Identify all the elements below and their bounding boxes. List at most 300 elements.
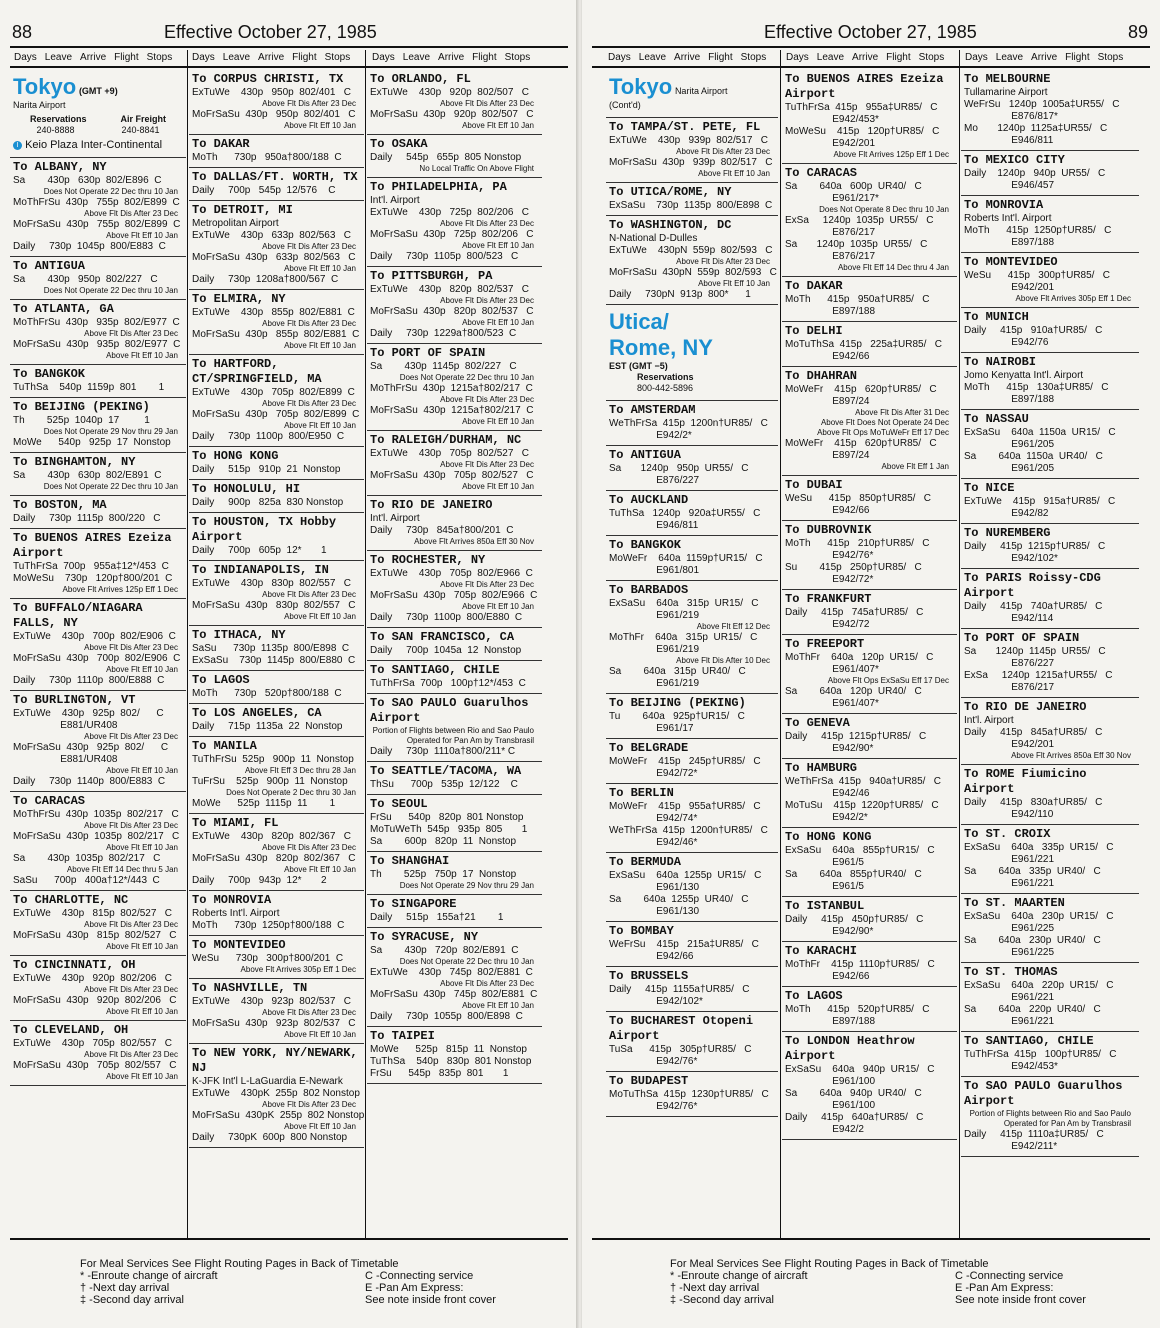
flight-row: E961/225	[964, 923, 1055, 934]
flight-row: E961/219	[609, 678, 700, 689]
destination-name: To CLEVELAND, OH	[13, 1023, 129, 1037]
flight-row: MoWeFr 415p 620p†UR85/ C	[785, 384, 937, 395]
destination-name: To ROCHESTER, NY	[370, 553, 486, 567]
page-number: 89	[1127, 22, 1148, 42]
flight-row: E942/2*	[609, 430, 692, 441]
destination-entry	[606, 694, 778, 739]
column-header-stops: Stops	[146, 52, 173, 63]
flight-row: Daily 545p 655p 805 Nonstop	[370, 152, 522, 163]
destination-name: To ANTIGUA	[609, 448, 682, 462]
flight-row: MoWeFr 415p 955a†UR85/ C	[609, 801, 761, 812]
flight-row: E897/188	[785, 306, 876, 317]
destination-entry	[782, 828, 957, 897]
flight-row: ExSaSu 640a 230p UR15/ C	[964, 911, 1114, 922]
flight-row: WeThFrSa 415p 1200n†UR85/ C	[609, 418, 768, 429]
flight-row: TuThSa 540p 830p 801 Nonstop	[370, 1056, 532, 1067]
flight-row: Daily 415p 845a†UR85/ C	[964, 727, 1103, 738]
flight-row: TuThFrSa 415p 955a‡UR85/ C	[785, 102, 938, 113]
flight-note: Above Flt Dis After 23 Dec	[84, 821, 178, 830]
flight-row: E897/188	[785, 1016, 876, 1027]
destination-entry	[189, 447, 364, 480]
flight-note: Above Flt Dis After 31 Dec	[855, 408, 949, 417]
city-name-1: Utica/	[609, 309, 669, 334]
flight-row: E942/2	[785, 1124, 864, 1135]
flight-row: E942/76	[964, 337, 1049, 348]
flight-note: Above Flt Dis After 10 Dec	[676, 656, 770, 665]
flight-note: Does Not Operate 22 Dec thru 10 Jan	[399, 373, 534, 382]
flight-row: MoTh 730p 520p†800/188 C	[192, 688, 342, 699]
freight-label: Air Freight	[120, 114, 166, 124]
destination-entry	[606, 784, 778, 853]
destination-entry	[189, 168, 364, 201]
flight-note: Above Flt Arrives 125p Eff 1 Dec	[62, 585, 178, 594]
flight-row: ExTuWe 430p 705p 802/E899 C	[192, 387, 355, 398]
destination-name: To BOMBAY	[609, 924, 674, 938]
flight-note: Above Flt Eff 10 Jan	[698, 169, 770, 178]
destination-entry	[10, 496, 186, 529]
destination-name: To SAO PAULO Guarulhos Airport	[964, 1079, 1123, 1108]
destination-name: To RIO DE JANEIRO	[964, 700, 1087, 714]
flight-row: MoThFr 640a 315p UR15/ C	[609, 632, 758, 643]
column-header-days: Days	[192, 52, 215, 63]
flight-row: Daily 730p 1105p 800/523 C	[370, 251, 519, 262]
flight-note: Above Flt Ops MoTuWeFr Eff 17 Dec	[817, 428, 949, 437]
flight-row: E942/66	[785, 351, 870, 362]
flight-row: TuThFrSa 700p 955a‡12*/453 C	[13, 561, 169, 572]
destination-name: To MONTEVIDEO	[192, 938, 286, 952]
flight-row: E942/72*	[785, 574, 874, 585]
airport-note: Roberts Int'l. Airport	[964, 213, 1052, 224]
destination-name: To BUCHAREST Otopeni Airport	[609, 1014, 754, 1043]
flight-row: MoFrSaSu 430p 705p 802/527 C	[370, 470, 534, 481]
freight-phone: 240-8841	[121, 125, 160, 135]
airport-note: K-JFK Int'l L-LaGuardia E-Newark	[192, 1076, 343, 1087]
destination-entry	[189, 561, 364, 626]
city-airport: Narita Airport	[13, 100, 66, 110]
column-headers	[965, 52, 1131, 63]
flight-row: ExTuWe 430p 815p 802/527 C	[13, 908, 172, 919]
destination-name: To BUDAPEST	[609, 1074, 689, 1088]
flight-row: Daily 730p 1229a†800/523 C	[370, 328, 517, 339]
flight-row: E961/130	[609, 906, 700, 917]
destination-entry	[367, 70, 542, 135]
footer-legend	[80, 1258, 558, 1306]
flight-row: MoFrSaSu 430p 939p 802/517 C	[609, 157, 773, 168]
column-header-leave: Leave	[816, 52, 845, 63]
flight-row: Daily 415p 450p†UR85/ C	[785, 914, 924, 925]
column-header-leave: Leave	[44, 52, 73, 63]
destination-entry	[782, 476, 957, 521]
flight-note: Above Flt Eff 10 Jan	[284, 1122, 356, 1131]
column-headers	[608, 52, 774, 63]
flight-row: E961/219	[609, 644, 700, 655]
destination-name: To FREEPORT	[785, 637, 865, 651]
flight-row: Th 525p 1040p 17 1	[13, 415, 150, 426]
flight-row: Mo 1240p 1125a‡UR55/ C	[964, 123, 1108, 134]
flight-row: MoWeSu 730p 120p†800/201 C	[13, 573, 173, 584]
flight-row: Sa 640a 335p UR40/ C	[964, 866, 1101, 877]
flight-note: Above Flt Eff 10 Jan	[462, 417, 534, 426]
destination-name: To BELGRADE	[609, 741, 689, 755]
legend-see-note: See note inside front cover	[365, 1294, 496, 1306]
flight-row: MoWeFr 415p 245p†UR85/ C	[609, 756, 761, 767]
destination-entry	[367, 762, 542, 795]
destination-name: To ROME Fiumicino Airport	[964, 767, 1087, 796]
flight-row: MoFrSaSu 430p 830p 802/557 C	[192, 600, 356, 611]
city-airport: Narita Airport	[674, 86, 728, 96]
destination-entry	[189, 814, 364, 891]
flight-row: MoFrSaSu 430p 705p 802/E899 C	[192, 409, 360, 420]
flight-row: E961/100	[785, 1100, 876, 1111]
flight-row: Daily 415p 745a†UR85/ C	[785, 607, 924, 618]
destination-entry	[189, 891, 364, 936]
destination-name: To BRUSSELS	[609, 969, 689, 983]
flight-note: Above Flt Arrives 305p Eff 1 Dec	[240, 965, 356, 974]
destination-name: To UTICA/ROME, NY	[609, 185, 732, 199]
destination-entry	[367, 496, 542, 551]
reservations-label: Reservations	[29, 114, 87, 124]
destination-name: To NASHVILLE, TN	[192, 981, 308, 995]
destination-name: To RIO DE JANEIRO	[370, 498, 493, 512]
city-name-2: Rome, NY	[609, 335, 713, 360]
destination-name: To BEIJING (PEKING)	[13, 400, 150, 414]
flight-row: ExTuWe 430p 820p 802/537 C	[370, 284, 529, 295]
destination-name: To KARACHI	[785, 944, 858, 958]
flight-row: MoTuWeTh 545p 935p 805 1	[370, 824, 528, 835]
flight-note: Above Flt Eff 1 Jan	[881, 462, 949, 471]
destination-entry	[189, 290, 364, 355]
flight-row: ExSaSu 640a 1255p UR15/ C	[609, 870, 762, 881]
flight-note: Above Flt Eff 10 Jan	[106, 843, 178, 852]
destination-entry	[606, 922, 778, 967]
destination-entry	[189, 70, 364, 135]
flight-note: Above Flt Dis After 23 Dec	[262, 319, 356, 328]
destination-name: To DUBAI	[785, 478, 843, 492]
flight-row: Daily 700p 605p 12* 1	[192, 545, 327, 556]
flight-row: Daily 415p 830a†UR85/ C	[964, 797, 1103, 808]
flight-row: E961/5	[785, 881, 864, 892]
flight-note: Above Flt Dis After 23 Dec	[440, 219, 534, 228]
flight-row: E961/217*	[785, 193, 879, 204]
flight-row: WeFrSu 415p 215a‡UR85/ C	[609, 939, 759, 950]
flight-row: ExTuWe 430p 705p 802/527 C	[370, 448, 529, 459]
flight-row: Daily 415p 1215p†UR85/ C	[964, 541, 1106, 552]
flight-note: Does Not Operate 22 Dec thru 10 Jan	[43, 482, 178, 491]
flight-row: E961/221	[964, 878, 1055, 889]
flight-row: E961/205	[964, 463, 1055, 474]
destination-name: To LOS ANGELES, CA	[192, 706, 322, 720]
destination-entry	[961, 70, 1139, 151]
destination-name: To CARACAS	[13, 794, 86, 808]
destination-name: To AMSTERDAM	[609, 403, 696, 417]
column-1	[10, 70, 186, 1240]
flight-row: FrSu 540p 820p 801 Nonstop	[370, 812, 524, 823]
city-block-utica	[606, 305, 778, 401]
flight-row: MoWe 525p 815p 11 Nonstop	[370, 1044, 527, 1055]
destination-entry	[961, 196, 1139, 253]
destination-entry	[10, 599, 186, 691]
flight-row: Sa 1240p 1035p UR55/ C	[785, 239, 928, 250]
flight-row: Sa 640a 940p UR40/ C	[785, 1088, 922, 1099]
legend-express: E -Pan Am Express:	[955, 1282, 1054, 1294]
page-89	[582, 0, 1160, 1328]
flight-row: MoFrSaSu 430p 1035p 802/217 C	[13, 831, 180, 842]
flight-note: Above Flt Eff 10 Jan	[106, 231, 178, 240]
flight-note: Above Flt Dis After 23 Dec	[84, 920, 178, 929]
flight-row: E961/205	[964, 439, 1055, 450]
flight-row: WeSu 415p 300p†UR85/ C	[964, 270, 1111, 281]
flight-note: Above Flt Dis After 23 Dec	[440, 460, 534, 469]
destination-entry	[961, 629, 1139, 698]
flight-row: MoFrSaSu 430p 855p 802/E881 C	[192, 329, 360, 340]
column-headers	[14, 52, 180, 63]
flight-note: Above Flt Eff 10 Jan	[284, 264, 356, 273]
flight-note: Above Flt Eff 10 Jan	[284, 421, 356, 430]
flight-row: MoThFr 640a 120p UR15/ C	[785, 652, 934, 663]
flight-row: FrSu 545p 835p 801 1	[370, 1068, 509, 1079]
flight-note: Above Flt Arrives 850a Eff 30 Nov	[1011, 751, 1131, 760]
destination-name: To MANILA	[192, 739, 257, 753]
destination-entry	[961, 894, 1139, 963]
flight-row: MoTh 415p 950a†UR85/ C	[785, 294, 930, 305]
flight-row: MoWe 525p 1115p 11 1	[192, 798, 336, 809]
destination-name: To NASSAU	[964, 412, 1029, 426]
destination-name: To SINGAPORE	[370, 897, 457, 911]
destination-entry	[782, 942, 957, 987]
destination-name: To ST. MAARTEN	[964, 896, 1065, 910]
destination-entry	[189, 513, 364, 561]
flight-note: Above Flt Eff 12 Dec	[696, 622, 770, 631]
destination-name: To LAGOS	[192, 673, 250, 687]
column-header-arrive: Arrive	[438, 52, 465, 63]
flight-row: E946/457	[964, 180, 1055, 191]
flight-row: E897/188	[964, 394, 1055, 405]
flight-row: MoTh 730p 950a†800/188 C	[192, 152, 342, 163]
city-gmt: EST (GMT −5)	[609, 361, 668, 371]
destination-entry	[961, 825, 1139, 894]
flight-row: E942/74*	[609, 813, 698, 824]
flight-note: Above Flt Dis After 23 Dec	[262, 1100, 356, 1109]
flight-row: E876/817*	[964, 111, 1058, 122]
flight-row: Sa 640a 220p UR40/ C	[964, 1004, 1101, 1015]
column-divider	[365, 50, 366, 1240]
destination-name: To SANTIAGO, CHILE	[370, 663, 500, 677]
flight-row: Daily 730p 1208a†800/567 C	[192, 274, 339, 285]
destination-name: To LONDON Heathrow Airport	[785, 1034, 915, 1063]
legend-enroute: * -Enroute change of aircraft	[670, 1270, 808, 1282]
destination-name: To BOSTON, MA	[13, 498, 107, 512]
flight-row: ExSaSu 640a 335p UR15/ C	[964, 842, 1114, 853]
destination-entry	[606, 581, 778, 694]
destination-entry	[10, 398, 186, 453]
flight-row: Daily 730p 1045p 800/E883 C	[13, 241, 166, 252]
destination-entry	[367, 551, 542, 628]
destination-name: To BUFFALO/NIAGARA FALLS, NY	[13, 601, 143, 630]
destination-name: To HARTFORD, CT/SPRINGFIELD, MA	[192, 357, 322, 386]
column-header-arrive: Arrive	[852, 52, 879, 63]
destination-entry	[961, 410, 1139, 479]
flight-row: E942/66	[785, 971, 870, 982]
flight-note: Above Flt Dis After 23 Dec	[84, 329, 178, 338]
destination-name: To DHAHRAN	[785, 369, 858, 383]
flight-row: ExTuWe 430p 705p 802/E966 C	[370, 568, 533, 579]
flight-row: MoFrSaSu 430p 920p 802/206 C	[13, 995, 177, 1006]
flight-note: No Local Traffic On Above Flight	[419, 164, 534, 173]
flight-row: Sa 1240p 1145p UR55/ C	[964, 646, 1106, 657]
flight-row: Daily 730p 1110p 800/E888 C	[13, 675, 165, 686]
destination-entry	[606, 446, 778, 491]
destination-name: To HONG KONG	[192, 449, 279, 463]
flight-note: Above Flt Eff 10 Jan	[462, 1001, 534, 1010]
destination-name: To BURLINGTON, VT	[13, 693, 136, 707]
flight-row: E961/225	[964, 947, 1055, 958]
city-name: Tokyo	[609, 74, 673, 99]
destination-entry	[961, 151, 1139, 196]
destination-entry	[189, 737, 364, 814]
flight-note: Above Flt Eff 10 Jan	[284, 612, 356, 621]
flight-row: Sa 640a 855p†UR40/ C	[785, 869, 922, 880]
flight-row: MoWeSu 415p 120p†UR85/ C	[785, 126, 940, 137]
flight-row: Daily 415p 1110a‡UR85/ C	[964, 1129, 1104, 1140]
footer-legend	[670, 1258, 1140, 1306]
destination-name: To TAMPA/ST. PETE, FL	[609, 120, 761, 134]
flight-row: Daily 700p 1045a 12 Nonstop	[370, 645, 522, 656]
flight-row: MoFrSaSu 430p 705p 802/E966 C	[370, 590, 538, 601]
destination-name: To NAIROBI	[964, 355, 1037, 369]
destination-entry	[606, 1012, 778, 1072]
destination-name: To MONTEVIDEO	[964, 255, 1058, 269]
header-rule	[592, 46, 1150, 48]
destination-entry	[10, 691, 186, 792]
column-headers	[786, 52, 952, 63]
flight-row: MoFrSaSu 430p 815p 802/527 C	[13, 930, 177, 941]
column-header-arrive: Arrive	[674, 52, 701, 63]
column-header-leave: Leave	[995, 52, 1024, 63]
destination-name: To HONG KONG	[785, 830, 872, 844]
destination-entry	[367, 344, 542, 431]
column-divider	[187, 50, 188, 1240]
flight-note: Does Not Operate 2 Dec thru 30 Jan	[226, 788, 356, 797]
flight-note: Above Flt Eff 10 Jan	[284, 1030, 356, 1039]
flight-row: ExTuWe 430p 830p 802/557 C	[192, 578, 351, 589]
flight-note: Above Flt Eff 10 Jan	[284, 341, 356, 350]
flight-row: ExTuWe 430p 700p 802/E906 C	[13, 631, 176, 642]
destination-entry	[606, 967, 778, 1012]
flight-row: ExTuWe 430p 633p 802/563 C	[192, 230, 351, 241]
flight-row: MoFrSaSu 430p 705p 802/557 C	[13, 1060, 177, 1071]
destination-entry	[10, 529, 186, 599]
flight-row: Daily 415p 910a†UR85/ C	[964, 325, 1103, 336]
flight-row: E942/453*	[964, 1061, 1058, 1072]
destination-entry	[10, 1021, 186, 1086]
flight-row: Daily 415p 740a†UR85/ C	[964, 601, 1103, 612]
column-3	[367, 70, 542, 1240]
flight-row: MoFrSaSu 430p 633p 802/563 C	[192, 252, 356, 263]
flight-row: MoFrSaSu 430p 920p 802/507 C	[370, 109, 534, 120]
legend-second-day: ‡ -Second day arrival	[670, 1294, 774, 1306]
flight-note: Above Flt Arrives 125p Eff 1 Dec	[833, 150, 949, 159]
destination-entry	[782, 1032, 957, 1140]
flight-row: Daily 515p 910p 21 Nonstop	[192, 464, 341, 475]
flight-row: WeThFrSa 415p 940a†UR85/ C	[785, 776, 942, 787]
flight-row: Sa 640a 1150a UR40/ C	[964, 451, 1103, 462]
flight-row: E942/102*	[964, 553, 1058, 564]
flight-row: MoFrSaSu 430p 755p 802/E899 C	[13, 219, 181, 230]
flight-note: Above Flt Dis After 23 Dec	[262, 843, 356, 852]
flight-note: Does Not Operate 29 Nov thru 29 Jan	[399, 881, 534, 890]
flight-row: E942/110	[964, 809, 1054, 820]
flight-row: E942/76*	[609, 1101, 698, 1112]
destination-entry	[606, 1072, 778, 1117]
column-header-days: Days	[372, 52, 395, 63]
flight-row: MoTh 415p 520p†UR85/ C	[785, 1004, 930, 1015]
flight-row: E942/46	[785, 788, 870, 799]
flight-note: Does Not Operate 29 Nov thru 29 Jan	[43, 427, 178, 436]
destination-name: To MIAMI, FL	[192, 816, 279, 830]
flight-row: Sa 600p 820p 11 Nonstop	[370, 836, 517, 847]
column-header-arrive: Arrive	[258, 52, 285, 63]
column-divider	[959, 50, 960, 1240]
destination-entry	[961, 253, 1139, 308]
flight-row: ExTuWe 430p 939p 802/517 C	[609, 135, 768, 146]
destination-entry	[189, 704, 364, 737]
destination-entry	[367, 852, 542, 895]
flight-row: Daily 730p 1055p 800/E898 C	[370, 1011, 523, 1022]
city-gmt: (GMT +9)	[78, 86, 118, 96]
flight-row: Sa 640a 230p UR40/ C	[964, 935, 1101, 946]
flight-note: Above Flt Eff 10 Jan	[106, 1072, 178, 1081]
destination-entry	[367, 1027, 542, 1084]
destination-name: To BERMUDA	[609, 855, 682, 869]
flight-note: Above Flt Eff 10 Jan	[462, 241, 534, 250]
destination-name: To DETROIT, MI	[192, 203, 293, 217]
flight-row: E942/211*	[964, 1141, 1058, 1152]
flight-row: E897/24	[785, 396, 870, 407]
flight-row: MoTh 730p 1250p†800/188 C	[192, 920, 345, 931]
destination-name: To INDIANAPOLIS, IN	[192, 563, 329, 577]
flight-row: ExTuWe 430pK 255p 802 Nonstop	[192, 1088, 360, 1099]
legend-connecting: C -Connecting service	[955, 1270, 1064, 1282]
destination-name: To AUCKLAND	[609, 493, 689, 507]
flight-note: Above Flt Eff 10 Jan	[462, 318, 534, 327]
column-header-rule	[10, 66, 568, 68]
flight-row: Daily 730p 1140p 800/E883 C	[13, 776, 166, 787]
destination-name: To BUENOS AIRES Ezeiza Airport	[785, 72, 944, 101]
flight-row: MoTh 415p 1250p†UR85/ C	[964, 225, 1112, 236]
flight-row: Daily 730p 1110a†800/211* C	[370, 746, 516, 757]
flight-row: E961/100	[785, 1076, 876, 1087]
flight-row: TuThFrSu 525p 900p 11 Nonstop	[192, 754, 354, 765]
flight-row: E881/UR408	[13, 720, 118, 731]
flight-note: Above Flt Eff 14 Dec thru 5 Jan	[66, 865, 178, 874]
flight-row: ExSaSu 640a 855p†UR15/ C	[785, 845, 935, 856]
column-header-days: Days	[786, 52, 809, 63]
flight-row: E942/201	[785, 138, 876, 149]
flight-note: Above Flt Dis After 23 Dec	[84, 1050, 178, 1059]
destination-entry	[367, 795, 542, 852]
destination-name: To DALLAS/FT. WORTH, TX	[192, 170, 358, 184]
destination-name: To SAO PAULO Guarulhos Airport	[370, 696, 529, 725]
destination-entry	[782, 322, 957, 367]
flight-row: Th 525p 750p 17 Nonstop	[370, 869, 517, 880]
legend-enroute: * -Enroute change of aircraft	[80, 1270, 218, 1282]
destination-entry	[367, 628, 542, 661]
destination-entry	[367, 661, 542, 694]
destination-name: To ELMIRA, NY	[192, 292, 286, 306]
airport-note: Jomo Kenyatta Int'l. Airport	[964, 370, 1084, 381]
destination-name: To DAKAR	[785, 279, 843, 293]
column-header-flight: Flight	[292, 52, 317, 63]
